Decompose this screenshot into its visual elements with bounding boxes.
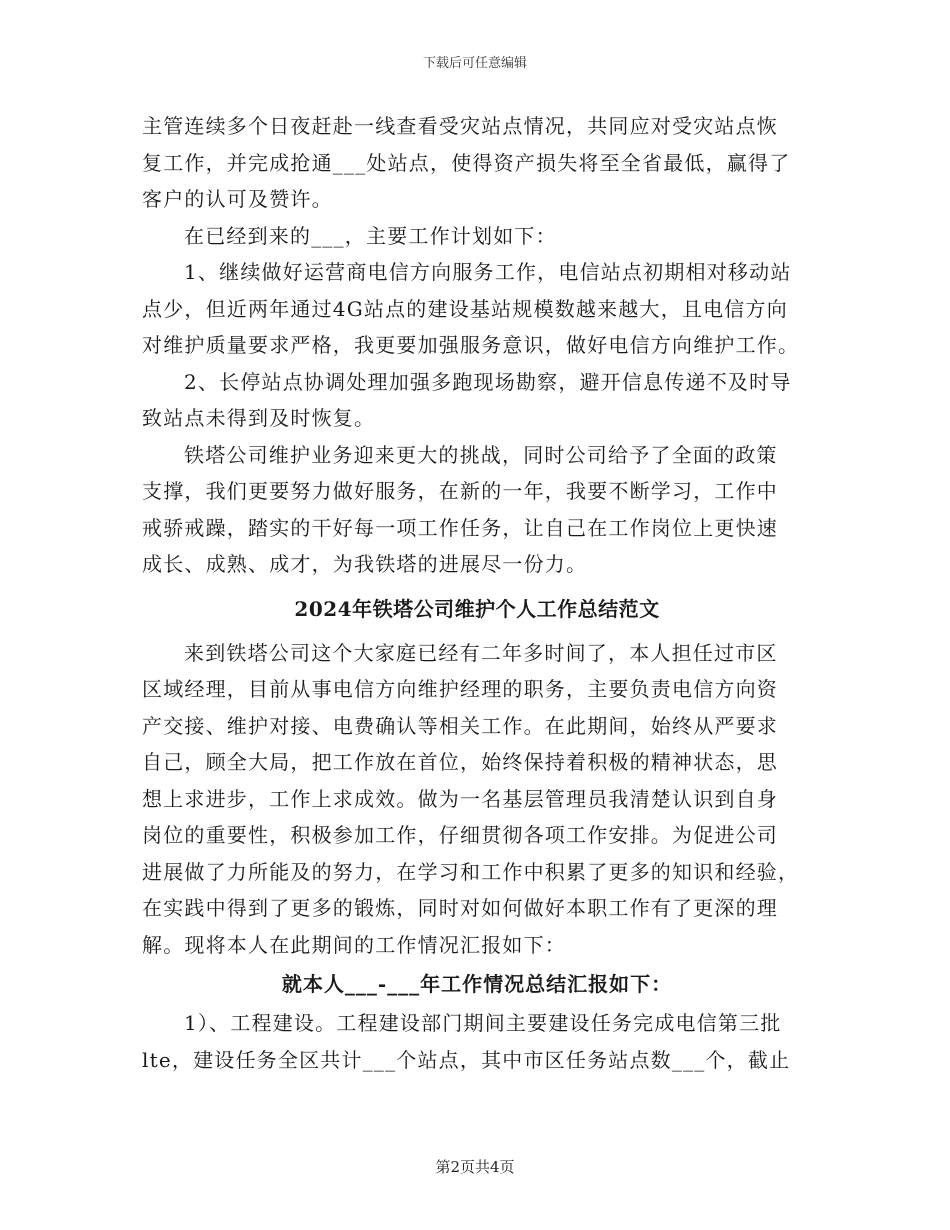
text-line: 在已经到来的___，主要工作计划如下： xyxy=(184,223,557,248)
paragraph-plan-item-1 xyxy=(142,254,812,364)
text-line: 岗位的重要性，积极参加工作，仔细贯彻各项工作安排。为促进公司 xyxy=(142,823,778,847)
text-line: 1）、工程建设。工程建设部门期间主要建设任务完成电信第三批 xyxy=(184,1011,782,1035)
section-heading: 2024年铁塔公司维护个人工作总结范文 xyxy=(294,596,660,621)
text-line: 产交接、维护对接、电费确认等相关工作。在此期间，始终从严要求 xyxy=(142,713,778,738)
page-header: 下载后可任意编辑 xyxy=(422,56,527,71)
text-line: 成长、成熟、成才，为我铁塔的进展尽一份力。 xyxy=(142,552,588,576)
text-line: 致站点未得到及时恢复。 xyxy=(142,406,376,430)
text-line: 区域经理，目前从事电信方向维护经理的职务，主要负责电信方向资 xyxy=(142,677,778,701)
text-line: 主管连续多个日夜赶赴一线查看受灾站点情况，共同应对受灾站点恢 xyxy=(142,114,778,138)
text-line: lte，建设任务全区共计___个站点，其中市区任务站点数___个，截止 xyxy=(142,1047,791,1072)
paragraph-introduction xyxy=(142,635,812,964)
text-line: 来到铁塔公司这个大家庭已经有二年多时间了，本人担任过市区 xyxy=(184,640,778,665)
page-footer: 第2页共4页 xyxy=(435,1158,515,1176)
document-body xyxy=(142,108,812,1078)
text-line: 戒骄戒躁，踏实的干好每一项工作任务，让自己在工作岗位上更快速 xyxy=(142,515,778,540)
paragraph-plan-intro xyxy=(142,218,812,255)
text-line: 想上求进步，工作上求成效。做为一名基层管理员我清楚认识到自身 xyxy=(142,786,778,811)
text-line: 解。现将本人在此期间的工作情况汇报如下： xyxy=(142,932,566,957)
sub-heading: 就本人___-___年工作情况总结汇报如下： xyxy=(281,972,673,996)
text-line: 客户的认可及赞许。 xyxy=(142,187,333,211)
text-line: 复工作，并完成抢通___处站点，使得资产损失将至全省最低，赢得了 xyxy=(142,150,791,175)
text-line: 铁塔公司维护业务迎来更大的挑战，同时公司给予了全面的政策 xyxy=(184,442,778,467)
paragraph-disaster-recovery xyxy=(142,108,812,218)
paragraph-conclusion xyxy=(142,437,812,583)
text-line: 点少，但近两年通过4G站点的建设基站规模数越来越大，且电信方向 xyxy=(142,296,788,321)
text-line: 1、继续做好运营商电信方向服务工作，电信站点初期相对移动站 xyxy=(184,260,792,284)
text-line: 自己，顾全大局，把工作放在首位，始终保持着积极的精神状态，思 xyxy=(142,750,778,774)
text-line: 对维护质量要求严格，我更要加强服务意识，做好电信方向维护工作。 xyxy=(142,333,800,357)
text-line: 2、长停站点协调处理加强多跑现场勘察，避开信息传递不及时导 xyxy=(184,369,792,394)
paragraph-plan-item-2 xyxy=(142,364,812,437)
text-line: 支撑，我们更要努力做好服务，在新的一年，我要不断学习，工作中 xyxy=(142,479,778,503)
paragraph-engineering xyxy=(142,1005,812,1078)
text-line: 在实践中得到了更多的锻炼，同时对如何做好本职工作有了更深的理 xyxy=(142,896,778,920)
text-line: 进展做了力所能及的努力，在学习和工作中积累了更多的知识和经验， xyxy=(142,859,800,884)
